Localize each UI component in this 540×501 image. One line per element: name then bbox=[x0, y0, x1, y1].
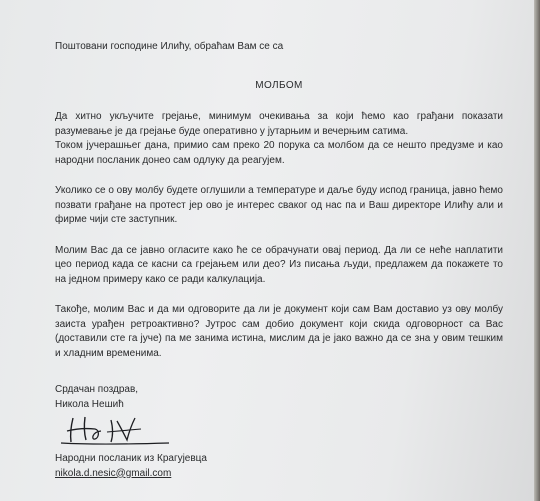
salutation: Поштовани господине Илићу, обраћам Вам се са bbox=[55, 41, 284, 52]
email-link[interactable]: nikola.d.nesic@gmail.com bbox=[55, 467, 172, 479]
paragraph-heating-request: Да хитно укључите грејање, минимум очекивања за који ћемо као грађани показати разумевање је да грејање буде оперативно у јутарњим и вечерњим сатима. bbox=[55, 111, 503, 137]
paragraph-protest-warning: Уколико се о ову молбу будете оглушили а температуре и даље буду испод граница, јавно ћемо позвати грађане на протест јер ово је интерес сваког од нас па и Ваш директоре Илићу али и фирме чији сте заступник. bbox=[55, 185, 503, 225]
letter-title: МОЛБОМ bbox=[255, 79, 303, 91]
paragraph-billing-question: Молим Вас да се јавно огласите како ће се обрачунати овај период. Да ли се неће наплатити цео период када се касни са грејањем или део? Из писања људи, предлажем да покажете то на једном примеру како се ради калкулација. bbox=[55, 244, 503, 285]
paragraph-messages-received: Током јучерашњег дана, примио сам преко 20 порука са молбом да се нешто предузме и као народни посланик донео сам одлуку да реагујем. bbox=[55, 140, 503, 166]
paragraph-document-question: Такође, молим Вас и да ми одговорите да ли је документ који сам Вам доставио уз ову молбу заиста урађен ретроактивно? Јутрос сам добио документ који скида одговорност са Вас (доставили сте га јуче) па ме занима истина, мислим да је јако важно да се зна у овим тешким и хладним временима. bbox=[55, 304, 503, 359]
signer-title: Народни посланик из Крагујевца bbox=[55, 453, 207, 464]
signer-name: Никола Нешић bbox=[55, 398, 124, 410]
letter-body bbox=[55, 40, 503, 481]
handwritten-signature bbox=[55, 412, 503, 452]
paper-edge-shadow bbox=[534, 0, 540, 501]
closing: Срдачан поздрав, bbox=[55, 384, 139, 395]
